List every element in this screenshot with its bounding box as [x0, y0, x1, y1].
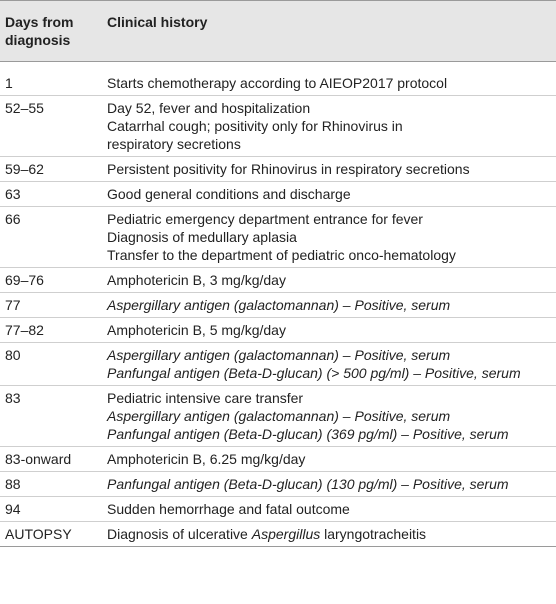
history-line	[107, 296, 556, 314]
history-text: Aspergillary antigen (galactomannan) – Positive, serum	[107, 297, 451, 313]
history-line	[107, 389, 556, 407]
table-row	[0, 472, 556, 497]
history-line	[107, 525, 556, 543]
history-line	[107, 475, 556, 493]
history-text: Day 52, fever and hospitalization	[107, 100, 311, 116]
history-line	[107, 346, 556, 364]
history-text: Pediatric intensive care transfer	[107, 390, 304, 406]
history-line	[107, 321, 556, 339]
history-text: Amphotericin B, 5 mg/kg/day	[107, 322, 286, 338]
history-text: laryngotracheitis	[320, 526, 427, 542]
history-cell	[106, 207, 556, 268]
history-cell	[106, 62, 556, 96]
day-cell	[0, 157, 106, 182]
history-cell	[106, 472, 556, 497]
history-line	[107, 450, 556, 468]
day-cell	[0, 207, 106, 268]
header-days-from-diagnosis	[0, 1, 106, 62]
history-text: Panfungal antigen (Beta-D-glucan) (369 pg/ml) – Positive, serum	[107, 426, 509, 442]
table-row	[0, 318, 556, 343]
table-header	[0, 1, 556, 62]
history-text: Aspergillary antigen (galactomannan) – Positive, serum	[107, 408, 451, 424]
history-cell	[106, 293, 556, 318]
history-text: Panfungal antigen (Beta-D-glucan) (> 500 pg/ml) – Positive, serum	[107, 365, 521, 381]
table-row	[0, 386, 556, 447]
history-text: Aspergillus	[251, 526, 321, 542]
history-cell	[106, 182, 556, 207]
day-cell	[0, 447, 106, 472]
day-value: 83	[5, 390, 21, 406]
header-row	[0, 1, 556, 62]
history-text: Aspergillary antigen (galactomannan) – Positive, serum	[107, 347, 451, 363]
day-cell	[0, 472, 106, 497]
history-line	[107, 99, 556, 117]
header-clinical-history	[106, 1, 556, 62]
day-value: 77	[5, 297, 21, 313]
day-value: 66	[5, 211, 21, 227]
day-cell	[0, 343, 106, 386]
history-line	[107, 185, 556, 203]
history-line	[107, 135, 556, 153]
table-row	[0, 447, 556, 472]
history-line	[107, 407, 556, 425]
history-text: Catarrhal cough; positivity only for Rhinovirus in	[107, 118, 403, 134]
history-line	[107, 500, 556, 518]
history-text: Transfer to the department of pediatric onco-hematology	[107, 247, 456, 263]
table-row	[0, 207, 556, 268]
history-text: Sudden hemorrhage and fatal outcome	[107, 501, 350, 517]
history-line	[107, 74, 556, 92]
day-cell	[0, 497, 106, 522]
history-cell	[106, 157, 556, 182]
day-value: 94	[5, 501, 21, 517]
header-days-label: Days from diagnosis	[5, 14, 74, 48]
history-line	[107, 117, 556, 135]
history-cell	[106, 318, 556, 343]
day-value: 63	[5, 186, 21, 202]
table-row	[0, 293, 556, 318]
day-value: 59–62	[5, 161, 44, 177]
history-text: Good general conditions and discharge	[107, 186, 351, 202]
history-cell	[106, 386, 556, 447]
day-cell	[0, 268, 106, 293]
table-row	[0, 182, 556, 207]
table-row	[0, 497, 556, 522]
history-cell	[106, 447, 556, 472]
table-body	[0, 62, 556, 547]
history-line	[107, 425, 556, 443]
history-line	[107, 246, 556, 264]
history-cell	[106, 96, 556, 157]
table-row	[0, 62, 556, 96]
day-value: 52–55	[5, 100, 44, 116]
day-cell	[0, 386, 106, 447]
day-value: AUTOPSY	[5, 526, 72, 542]
history-line	[107, 228, 556, 246]
history-text: Diagnosis of ulcerative	[107, 526, 252, 542]
history-text: respiratory secretions	[107, 136, 241, 152]
table-row	[0, 157, 556, 182]
day-cell	[0, 293, 106, 318]
table-row	[0, 522, 556, 547]
table-row	[0, 96, 556, 157]
day-value: 69–76	[5, 272, 44, 288]
history-cell	[106, 343, 556, 386]
history-line	[107, 271, 556, 289]
day-value: 83-onward	[5, 451, 72, 467]
history-cell	[106, 522, 556, 547]
day-cell	[0, 182, 106, 207]
history-text: Starts chemotherapy according to AIEOP2017 protocol	[107, 75, 448, 91]
day-cell	[0, 522, 106, 547]
history-cell	[106, 497, 556, 522]
table-row	[0, 343, 556, 386]
day-cell	[0, 96, 106, 157]
table-row	[0, 268, 556, 293]
history-text: Amphotericin B, 3 mg/kg/day	[107, 272, 286, 288]
history-text: Diagnosis of medullary aplasia	[107, 229, 297, 245]
day-value: 1	[5, 75, 13, 91]
history-cell	[106, 268, 556, 293]
history-line	[107, 364, 556, 382]
day-value: 88	[5, 476, 21, 492]
day-value: 77–82	[5, 322, 44, 338]
day-value: 80	[5, 347, 21, 363]
history-text: Persistent positivity for Rhinovirus in respiratory secretions	[107, 161, 470, 177]
day-cell	[0, 62, 106, 96]
history-text: Amphotericin B, 6.25 mg/kg/day	[107, 451, 306, 467]
day-cell	[0, 318, 106, 343]
history-line	[107, 210, 556, 228]
history-line	[107, 160, 556, 178]
header-history-label: Clinical history	[107, 14, 208, 30]
history-text: Panfungal antigen (Beta-D-glucan) (130 pg/ml) – Positive, serum	[107, 476, 509, 492]
history-text: Pediatric emergency department entrance for fever	[107, 211, 423, 227]
